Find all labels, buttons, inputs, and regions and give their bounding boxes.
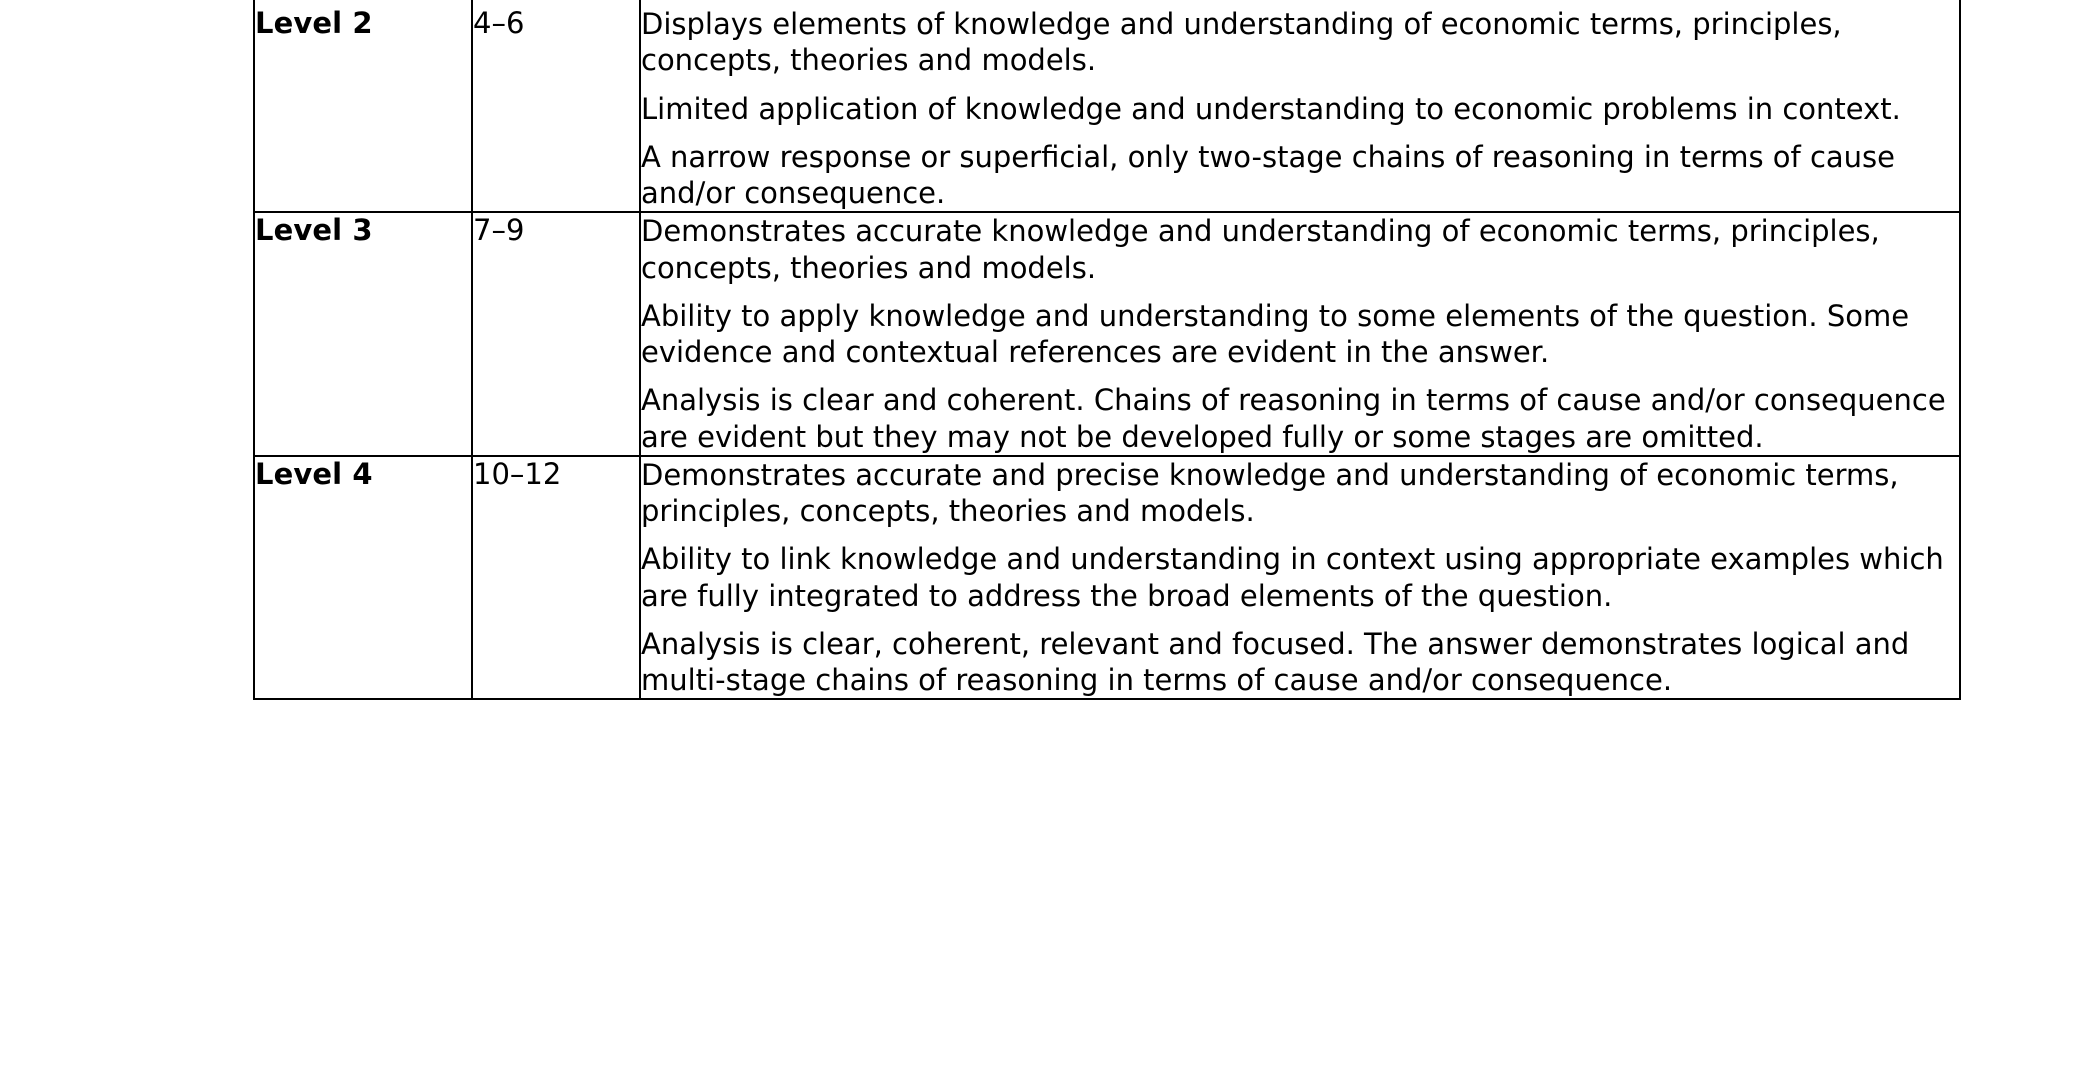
mark-scheme-table-container [253, 0, 1959, 700]
marks-cell: 4–6 [472, 0, 640, 212]
descriptor-paragraph: Limited application of knowledge and understanding to economic problems in context. [641, 91, 1901, 126]
descriptor-paragraph: A narrow response or superficial, only two-stage chains of reasoning in terms of cause and/or consequence. [641, 139, 1896, 210]
table-row [254, 0, 1960, 212]
descriptor-paragraph: Analysis is clear, coherent, relevant and focused. The answer demonstrates logical and multi-stage chains of reasoning in terms of cause and/or consequence. [641, 626, 1910, 697]
descriptor-cell [640, 212, 1960, 456]
level-cell: Level 3 [254, 212, 472, 456]
descriptor-paragraph: Analysis is clear and coherent. Chains of reasoning in terms of cause and/or consequence are evident but they may not be developed fully or some stages are omitted. [641, 383, 1946, 454]
level-cell: Level 2 [254, 0, 472, 212]
descriptor-paragraph: Ability to apply knowledge and understanding to some elements of the question. Some evidence and contextual references are evident in the answer. [641, 298, 1910, 369]
descriptor-paragraph: Demonstrates accurate and precise knowledge and understanding of economic terms, principles, concepts, theories and models. [641, 457, 1899, 528]
level-cell: Level 4 [254, 456, 472, 700]
marks-cell: 7–9 [472, 212, 640, 456]
table-row [254, 212, 1960, 456]
descriptor-paragraph: Displays elements of knowledge and understanding of economic terms, principles, concepts, theories and models. [641, 7, 1842, 78]
descriptor-paragraph: Ability to link knowledge and understanding in context using appropriate examples which are fully integrated to address the broad elements of the question. [641, 542, 1944, 613]
descriptor-paragraph: Demonstrates accurate knowledge and understanding of economic terms, principles, concepts, theories and models. [641, 214, 1880, 285]
marks-cell: 10–12 [472, 456, 640, 700]
table-row [254, 456, 1960, 700]
descriptor-cell [640, 0, 1960, 212]
descriptor-cell [640, 456, 1960, 700]
mark-scheme-table [253, 0, 1961, 700]
